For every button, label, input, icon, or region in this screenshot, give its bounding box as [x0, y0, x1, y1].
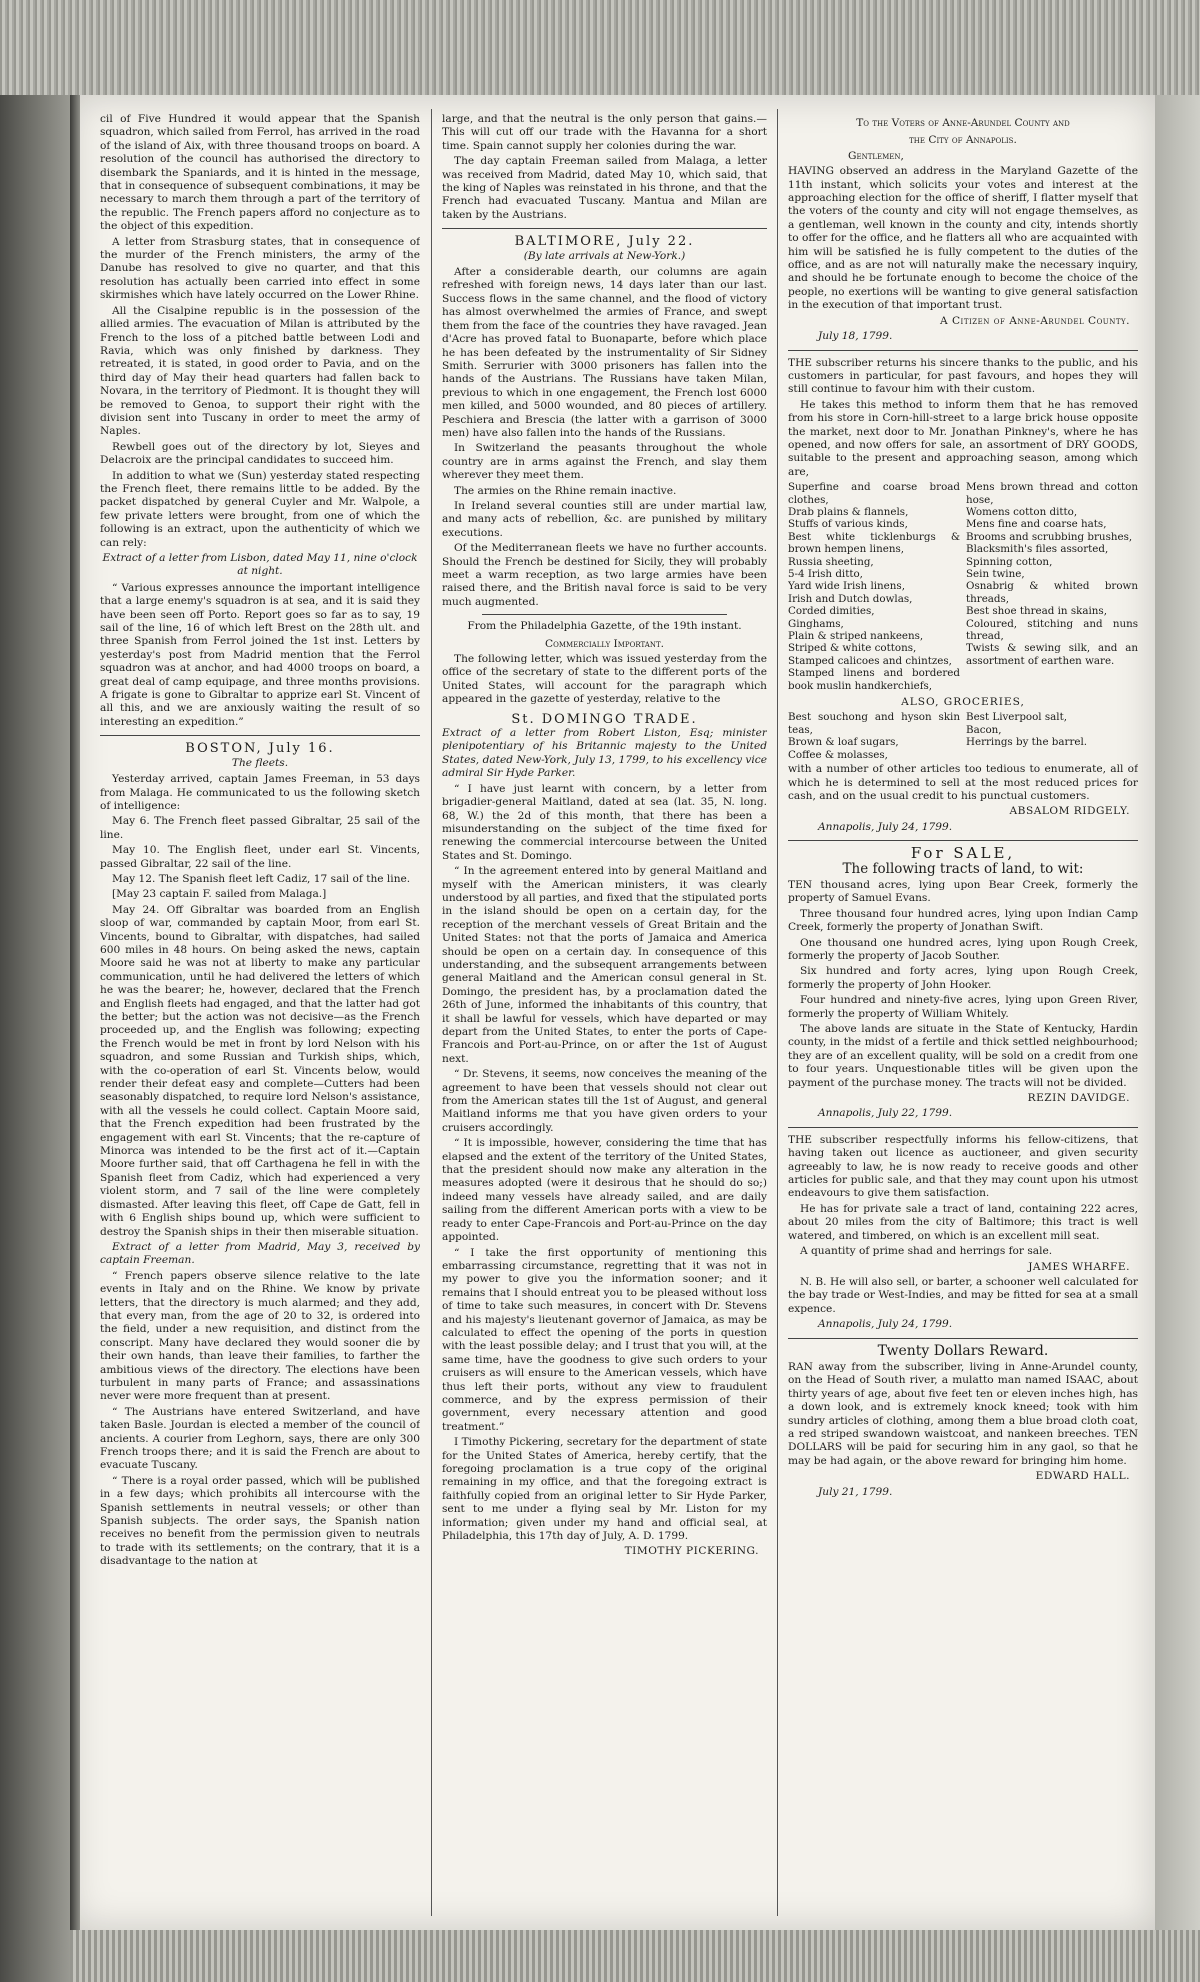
paragraph: [May 23 captain F. sailed from Malaga.] [112, 888, 327, 901]
notice-date: Annapolis, July 24, 1799. [818, 820, 953, 833]
signature: REZIN DAVIDGE. [1027, 1092, 1130, 1105]
paragraph: cil of Five Hundred it would appear that the Spanish squadron, which sailed from Ferrol, has arrived in the road of the island of Aix, with three thousand troops on board. A resolution of the council has authorised the directory to disembark the Spaniards, and it is hinted in the message, that in consequence of subsequent combinations, it may be necessary to march them through a part of the territory of the republic. The French papers afford no conjecture as to the object of this expedition. [100, 113, 420, 233]
paragraph: The above lands are situate in the State of Kentucky, Hardin county, in the midst of a fertile and thick settled neighbourhood; they are of an excellent quality, will be sold on a credit from one to four years. Unquestionable titles will be given upon the payment of the purchase money. The tracts will not be divided. [788, 1023, 1138, 1089]
list-item: Superfine and coarse broad clothes, [788, 481, 960, 506]
page-binding-edge [70, 95, 80, 1930]
paragraph: May 6. The French fleet passed Gibraltar, 25 sail of the line. [100, 815, 420, 841]
groceries-column-left [788, 711, 960, 761]
goods-list [788, 481, 1138, 692]
divider [788, 840, 1138, 841]
salutation: Gentlemen, [848, 149, 904, 162]
paragraph: The day captain Freeman sailed from Malaga, a letter was received from Madrid, dated May 10, which said, that the king of Naples was reinstated in his throne, and that the French had evacuated Tuscany. Mantua and Milan are taken by the Austrians. [442, 155, 767, 221]
paragraph: Of the Mediterranean fleets we have no further accounts. Should the French be destined for Sicily, they will probably meet a warm reception, as two large armies have been raised there, and the British naval force is said to be very much augmented. [442, 542, 767, 608]
signature: ABSALOM RIDGELY. [1009, 805, 1130, 818]
divider [442, 228, 767, 229]
paragraph: He takes this method to inform them that he has removed from his store in Corn-hill-street to a large brick house opposite the market, next door to Mr. Jonathan Pinkney's, where he has opened, and now offers for sale, an assortment of DRY GOODS, suitable to the present and approaching season, among which are, [788, 398, 1138, 478]
paragraph: I Timothy Pickering, secretary for the department of state for the United States of America, hereby certify, that the foregoing proclamation is a true copy of the original remaining in my office, and that the foregoing extract is faithfully copied from an original letter to Sir Hyde Parker, sent to me under a flying seal by Mr. Liston for my information; given under my hand and official seal, at Philadelphia, this 17th day of July, A. D. 1799. [442, 1436, 767, 1543]
paragraph: In Switzerland the peasants throughout the whole country are in arms against the French, and slay them wherever they meet them. [442, 442, 767, 482]
divider [100, 735, 420, 736]
notice-date: July 18, 1799. [818, 330, 893, 343]
list-item: Mens brown thread and cotton hose, [966, 481, 1138, 506]
list-item: Corded dimities, [788, 605, 875, 618]
list-item: Blacksmith's files assorted, [966, 543, 1109, 556]
list-item: Best shoe thread in skains, [966, 605, 1107, 618]
list-item: Coloured, stitching and nuns thread, [966, 617, 1138, 643]
section-heading: Commercially Important. [544, 637, 665, 650]
divider [788, 1338, 1138, 1339]
list-item: Herrings by the barrel. [966, 736, 1088, 749]
list-item: Yard wide Irish linens, [788, 580, 905, 593]
paragraph: May 12. The Spanish fleet left Cadiz, 17 sail of the line. [112, 872, 411, 885]
paragraph: In Ireland several counties still are under martial law, and many acts of rebellion, &c. are punished by military executions. [442, 499, 767, 539]
extract-heading: Extract of a letter from Lisbon, dated May 11, nine o'clock at night. [102, 552, 418, 578]
list-item: Spinning cotton, [966, 555, 1053, 568]
paragraph: Yesterday arrived, captain James Freeman, in 53 days from Malaga. He communicated to us the following sketch of intelligence: [100, 773, 420, 812]
paragraph: “ I have just learnt with concern, by a letter from brigadier-general Maitland, dated at sea (lat. 35, N. long. 68, W.) the 2d of this month, that there has been a misunderstanding on the subject of the time fixed for renewing the commercial intercourse between the United States and St. Domingo. [442, 782, 767, 862]
paragraph: large, and that the neutral is the only person that gains.—This will cut off our trade with the Havanna for a short time. Spain cannot supply her colonies during the war. [442, 113, 767, 152]
paragraph: THE subscriber respectfully informs his fellow-citizens, that having taken out licence as auctioneer, and given security agreeably to law, he is now ready to receive goods and other articles for public sale, and that they may count upon his utmost endeavours to give them satisfaction. [788, 1133, 1138, 1200]
list-item: Stamped linens and bordered book muslin handkerchiefs, [788, 667, 960, 692]
scan-border-left [0, 95, 70, 1982]
list-item: Russia sheeting, [788, 555, 874, 568]
paragraph: N. B. He will also sell, or barter, a schooner well calculated for the bay trade or West-Indies, and may be fitted for sea at a small expence. [788, 1275, 1138, 1315]
section-heading: ALSO, GROCERIES, [901, 696, 1025, 709]
extract-heading: Extract of a letter from Robert Liston, Esq; minister plenipotentiary of his Britannic majesty to the United States, dated New-York, July 13, 1799, to his excellency vice admiral Sir Hyde Parker. [442, 727, 767, 780]
list-item: Best Liverpool salt, [966, 711, 1068, 724]
list-item: 5-4 Irish ditto, [788, 568, 863, 580]
paragraph: May 10. The English fleet, under earl St. Vincents, passed Gibraltar, 22 sail of the line. [100, 844, 420, 870]
paragraph: May 24. Off Gibraltar was boarded from an English sloop of war, commanded by captain Moor, from earl St. Vincents, bound to Gibraltar, with dispatches, had sailed 600 miles in 48 hours. On being asked the news, captain Moore said he was not at liberty to make any particular communication, until he had delivered the letters of which he was the bearer; he, however, declared that the French and English fleets had engaged, and that the latter had got the better; but the action was not decisive—as the French proceeded up, and the English was following; expecting the French would be met in front by lord Nelson with his squadron, and some Russian and Turkish ships, which, with the co-operation of earl St. Vincents below, would render their defeat easy and complete—Cutters had been seasonably dispatched, to require lord Nelson's assistance, with all the vessels he could collect. Captain Moore said, that the French expedition had been frustrated by the engagement with earl St. Vincents; that the re-capture of Minorca was intended to be the first act of it.—Captain Moore further said, that off Carthagena he fell in with the Spanish fleet from Cadiz, which had experienced a very violent storm, and 7 sail of the line were completely dismasted. After leaving this fleet, off Cape de Gatt, fell in with 6 English ships bound up, which were sufficient to destroy the Spanish ships in their then miserable situation. [100, 903, 420, 1238]
paragraph: “ Various expresses announce the important intelligence that a large enemy's squadron is at sea, and it is said they have been seen off Porto. Report goes so far as to say, 19 sail of the line, 16 of which left Brest on the 28th ult. and three Spanish from Ferrol joined the 1st inst. Letters by yesterday's post from Madrid mention that the Ferrol squadron was at anchor, and had 4000 troops on board, a great deal of camp equipage, and three months provisions. A frigate is gone to Gibraltar to apprize earl St. Vincent of all this, and we are anxiously waiting the result of so interesting an expedition.” [100, 581, 420, 728]
list-item: Brooms and scrubbing brushes, [966, 530, 1133, 543]
paragraph: “ It is impossible, however, considering the time that has elapsed and the extent of the territory of the United States, that the president should now make any alteration in the measures adopted (were it desirous that he should do so;) indeed many vessels have already sailed, and are daily sailing from the different American ports with a view to be ready to enter Cape-Francois and Port-au-Prince on the day appointed. [442, 1137, 767, 1244]
signature: EDWARD HALL. [1035, 1470, 1130, 1483]
paragraph: A letter from Strasburg states, that in consequence of the murder of the French ministers, the army of the Danube has resolved to give no quarter, and that this resolution has actually been carried into effect in some skirmishes which have lately occurred on the Lower Rhine. [100, 235, 420, 302]
signature: A Citizen of Anne-Arundel County. [939, 314, 1130, 327]
section-subheading: The fleets. [231, 756, 289, 769]
paragraph: After a considerable dearth, our columns are again refreshed with foreign news, 14 days later than our last. Success flows in the same channel, and the flood of victory has almost overwhelmed the armies of France, and swept them from the face of the countries they have ravaged. Jean d'Acre has proved fatal to Buonaparte, before which place he has been defeated by the instrumentality of Sir Sidney Smith. Serrurier with 3000 prisoners has fallen into the hands of the Austrians. The Russians have taken Milan, previous to which in one engagement, the French lost 6000 men killed, and 5000 wounded, and 80 pieces of artillery. Peschiera and Brescia (the latter with a garrison of 3000 men) have also fallen into the hands of the Russians. [442, 266, 767, 439]
column-3 [788, 113, 1138, 1912]
list-item: Twists & sewing silk, and an assortment of earthen ware. [966, 642, 1138, 667]
signature: TIMOTHY PICKERING. [624, 1545, 759, 1558]
paragraph: “ The Austrians have entered Switzerland, and have taken Basle. Jourdan is elected a member of the council of ancients. A courier from Leghorn, says, there are only 300 French troops there; and it is said the French are about to evacuate Tuscany. [100, 1405, 420, 1472]
list-item: Sein twine, [966, 568, 1025, 580]
paragraph: Three thousand four hundred acres, lying upon Indian Camp Creek, formerly the property of Jonathan Swift. [788, 907, 1138, 934]
notice-heading: the City of Annapolis. [909, 134, 1017, 147]
paragraph: “ I take the first opportunity of mentioning this embarrassing circumstance, regretting that it was not in my power to give you the information sooner; and it remains that I should entreat you to be pleased without loss of time to take such measures, in concert with Dr. Stevens and his majesty's lieutenant governor of Jamaica, as may be calculated to effect the opening of the ports in question with the least possible delay; and I trust that you will, at the same time, have the goodness to give such orders to your cruisers as will ensure to the American vessels, which have thus left their ports, without any view to fraudulent commerce, and by the express permission of their government, every necessary attention and good treatment.” [442, 1246, 767, 1433]
paragraph: The armies on the Rhine remain inactive. [454, 484, 677, 497]
paragraph: All the Cisalpine republic is in the possession of the allied armies. The evacuation of Milan is attributed by the French to the loss of a pitched battle between Lodi and Ravia, which was only finished by darkness. They retreated, it is stated, in good order to Pavia, and on the third day of May their head quarters had fallen back to Novara, in the territory of Piedmont. It is thought they will be removed to Genoa, to support their right with the division sent into Tuscany in order to meet the army of Naples. [100, 304, 420, 438]
list-item: Womens cotton ditto, [966, 505, 1078, 518]
paragraph: One thousand one hundred acres, lying upon Rough Creek, formerly the property of Jacob Souther. [788, 936, 1138, 962]
paragraph: “ Dr. Stevens, it seems, now conceives the meaning of the agreement to have been that vessels should not clear out from the American states till the 1st of August, and general Maitland informs me that you have given orders to your cruisers accordingly. [442, 1068, 767, 1134]
divider [482, 614, 727, 615]
paragraph: “ French papers observe silence relative to the late events in Italy and on the Rhine. We know by private letters, that the directory is much alarmed; and they add, that every man, from the age of 20 to 32, is ordered into the field, under a new requisition, and distinct from the conscript. Many have declared they would sooner die by their own hands, than leave their families, to farther the ambitious views of the directory. The elections have been turbulent in many parts of France; and assassinations never were more frequent than at present. [100, 1269, 420, 1403]
list-item: Bacon, [966, 723, 1002, 736]
list-item: Best souchong and hyson skin teas, [788, 711, 960, 736]
notice-date: Annapolis, July 22, 1799. [818, 1107, 953, 1120]
divider [788, 1127, 1138, 1128]
for-sale-heading: For SALE, [910, 844, 1016, 863]
paragraph: with a number of other articles too tedious to enumerate, all of which he is determined to sell at the most reduced prices for cash, and on the usual credit to his punctual customers. [788, 763, 1138, 802]
paragraph: A quantity of prime shad and herrings for sale. [800, 1245, 1053, 1258]
list-item: Mens fine and coarse hats, [966, 518, 1107, 531]
newspaper-page [70, 95, 1155, 1930]
paragraph: THE subscriber returns his sincere thanks to the public, and his customers in particular, for past favours, and hopes they will still continue to favour him with their custom. [788, 356, 1138, 396]
for-sale-subheading: The following tracts of land, to wit: [842, 860, 1084, 877]
paragraph: HAVING observed an address in the Maryland Gazette of the 11th instant, which solicits your votes and interest at the approaching election for the office of sheriff, I flatter myself that the voters of the county and city will not engage themselves, as a gentleman, well known in the county and city, intends shortly to offer for the office, and he flatters all who are acquainted with him will be satisfied he is fully competent to the duties of the office, and as are not will naturally make the necessary inquiry, and should he be fortunate enough to become the choice of the people, no exertions will be wanting to give general satisfaction in the execution of that important trust. [788, 165, 1138, 312]
paragraph: Six hundred and forty acres, lying upon Rough Creek, formerly the property of John Hooker. [788, 965, 1138, 991]
reward-heading: Twenty Dollars Reward. [877, 1342, 1049, 1359]
dateline-boston: BOSTON, July 16. [185, 741, 335, 757]
list-item: Coffee & molasses, [788, 748, 888, 761]
paragraph: TEN thousand acres, lying upon Bear Creek, formerly the property of Samuel Evans. [788, 878, 1138, 905]
scan-border-right [1155, 95, 1200, 1930]
paragraph: The following letter, which was issued yesterday from the office of the secretary of state to the different ports of the United States, will account for the paragraph which appeared in the gazette of yesterday, relative to the [442, 653, 767, 706]
groceries-column-right [966, 711, 1138, 761]
scan-border-top [0, 0, 1200, 95]
source-line: From the Philadelphia Gazette, of the 19th instant. [467, 620, 742, 633]
signature: JAMES WHARFE. [1028, 1260, 1130, 1273]
paragraph: RAN away from the subscriber, living in Anne-Arundel county, on the Head of South river, a mulatto man named ISAAC, about thirty years of age, about five feet ten or eleven inches high, has a down look, and is extremely knock kneed; took with him sundry articles of clothing, among them a blue broad cloth coat, a red striped swandown waistcoat, and nankeen breeches. TEN DOLLARS will be paid for securing him in any gaol, so that he may be had again, or the above reward for bringing him home. [788, 1360, 1138, 1467]
paragraph: “ In the agreement entered into by general Maitland and myself with the American ministers, it was clearly understood by all parties, and fixed that the stipulated ports in the island should be open on a certain day, for the reception of the merchant vessels of Great Britain and the United States: not that the ports of Jamaica and America should be open on a certain day. In consequence of this understanding, and the subsequent arrangements between general Maitland and the American consul general in St. Domingo, the president has, by a proclamation dated the 26th of June, informed the inhabitants of this country, that it shall be lawful for vessels, which have departed or may depart from the United States, to enter the ports of Cape-Francois and Port-au-Prince, on or after the 1st of August next. [442, 865, 767, 1065]
list-item: Osnabrig & whited brown threads, [966, 580, 1138, 605]
paragraph: Rewbell goes out of the directory by lot, Sieyes and Delacroix are the principal candidates to succeed him. [100, 440, 420, 467]
goods-column-left [788, 481, 960, 692]
dateline-baltimore: BALTIMORE, July 22. [514, 234, 695, 250]
column-2 [442, 113, 767, 1912]
notice-date: July 21, 1799. [818, 1485, 893, 1498]
notice-heading: To the Voters of Anne-Arundel County and [856, 117, 1070, 129]
paragraph: “ There is a royal order passed, which will be published in a few days; which prohibits all intercourse with the Spanish settlements in neutral vessels; or other than Spanish subjects. The order says, the Spanish nation receives no benefit from the permission given to neutrals to trade with its settlements; on the contrary, that it is a disadvantage to the nation at [100, 1474, 420, 1568]
list-item: Ginghams, [788, 617, 844, 630]
groceries-list [788, 711, 1138, 761]
column-rule [431, 109, 432, 1916]
column-rule [777, 109, 778, 1916]
notice-date: Annapolis, July 24, 1799. [818, 1318, 953, 1331]
paragraph: He has for private sale a tract of land, containing 222 acres, about 20 miles from the city of Baltimore; this tract is well watered, and timbered, on which is an excellent mill seat. [788, 1202, 1138, 1242]
list-item: Best white ticklenburgs & brown hempen linens, [788, 530, 960, 556]
list-item: Drab plains & flannels, [788, 505, 909, 518]
column-1 [100, 113, 420, 1912]
goods-column-right [966, 481, 1138, 692]
section-heading: St. DOMINGO TRADE. [511, 711, 698, 727]
list-item: Brown & loaf sugars, [788, 736, 899, 749]
divider [788, 350, 1138, 351]
extract-heading: Extract of a letter from Madrid, May 3, received by captain Freeman. [100, 1240, 420, 1267]
scan-border-bottom [70, 1930, 1200, 1982]
list-item: Irish and Dutch dowlas, [788, 592, 913, 605]
list-item: Stamped calicoes and chintzes, [788, 654, 952, 667]
list-item: Plain & striped nankeens, [788, 630, 924, 643]
paragraph: Four hundred and ninety-five acres, lying upon Green River, formerly the property of William Whitely. [788, 994, 1138, 1020]
list-item: Stuffs of various kinds, [788, 518, 908, 531]
paragraph: In addition to what we (Sun) yesterday stated respecting the French fleet, there remains little to be added. By the packet dispatched by general Cuyler and Mr. Walpole, a few private letters were brought, from one of which the following is an extract, upon the authenticity of which we can rely: [100, 469, 420, 549]
list-item: Striped & white cottons, [788, 642, 917, 655]
section-subheading: (By late arrivals at New-York.) [523, 249, 686, 262]
